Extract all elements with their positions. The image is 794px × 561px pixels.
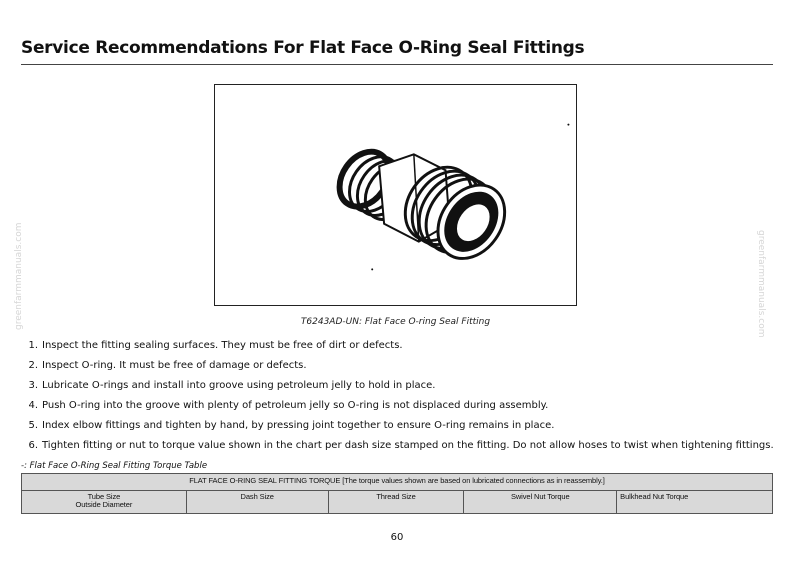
step-number: 3. (28, 380, 38, 391)
list-item (21, 360, 781, 380)
tube-size-label: Tube Size (87, 492, 121, 501)
watermark-left: greenfarmmanuals.com (14, 222, 24, 330)
list-item (21, 340, 781, 360)
column-header-dash-size: Dash Size (186, 491, 328, 514)
step-text: Inspect the fitting sealing surfaces. They must be free of dirt or defects. (42, 340, 403, 351)
table-caption: -: Flat Face O-Ring Seal Fitting Torque Table (21, 461, 208, 471)
instruction-list (21, 340, 781, 460)
list-item (21, 380, 781, 400)
torque-table (21, 473, 773, 514)
step-number: 4. (28, 400, 38, 411)
column-header-swivel-nut-torque: Swivel Nut Torque (464, 491, 617, 514)
column-header-bulkhead-nut-torque: Bulkhead Nut Torque (617, 491, 773, 514)
step-text: Push O-ring into the groove with plenty of petroleum jelly so O-ring is not displaced during assembly. (42, 400, 549, 411)
step-number: 5. (28, 420, 38, 431)
column-header-thread-size: Thread Size (328, 491, 464, 514)
step-number: 6. (28, 440, 38, 451)
step-text: Index elbow fittings and tighten by hand, by pressing joint together to ensure O-ring remains in place. (42, 420, 555, 431)
figure-frame (214, 84, 577, 306)
step-text: Inspect O-ring. It must be free of damage or defects. (42, 360, 307, 371)
step-text: Lubricate O-rings and install into groove using petroleum jelly to hold in place. (42, 380, 436, 391)
list-item (21, 420, 781, 440)
page-number: 60 (390, 532, 404, 543)
list-item (21, 400, 781, 420)
list-item (21, 440, 781, 460)
watermark-right: greenfarmmanuals.com (756, 230, 766, 338)
column-header-tube-size (22, 491, 187, 514)
step-text: Tighten fitting or nut to torque value shown in the chart per dash size stamped on the fitting. Do not allow hoses to twist when tightening fittings. (42, 440, 774, 451)
tube-size-sublabel: Outside Diameter (75, 500, 133, 509)
fitting-illustration-icon (215, 85, 576, 305)
step-number: 2. (28, 360, 38, 371)
table-title: FLAT FACE O-RING SEAL FITTING TORQUE [The torque values shown are based on lubricated connections as in reassembly.] (22, 474, 773, 491)
step-number: 1. (28, 340, 38, 351)
figure-caption: T6243AD-UN: Flat Face O-ring Seal Fitting (300, 317, 491, 327)
page-title: Service Recommendations For Flat Face O-Ring Seal Fittings (21, 38, 773, 65)
